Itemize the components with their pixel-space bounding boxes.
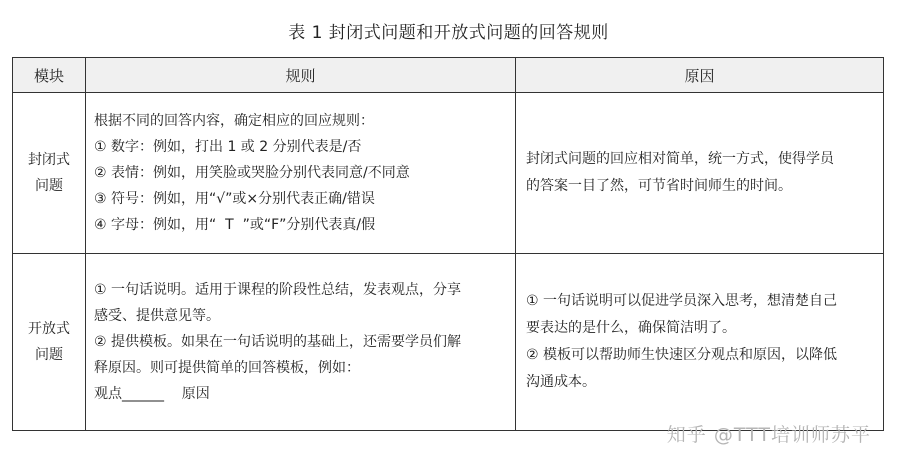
module-cell	[13, 254, 86, 431]
rules-cell	[86, 93, 516, 254]
rule-line: ② 提供模板。如果在一句话说明的基础上，还需要学员们解	[94, 334, 461, 350]
rule-line: ③ 符号：例如，用“√”或×分别代表正确/错误	[94, 191, 375, 207]
module-label: 问题	[35, 178, 63, 194]
module-cell	[13, 93, 86, 254]
rule-line: 观点______ 原因	[94, 386, 210, 402]
module-label: 开放式	[28, 321, 70, 337]
rule-line: 根据不同的回答内容，确定相应的回应规则：	[94, 113, 374, 129]
reason-line: 沟通成本。	[526, 374, 596, 390]
rules-cell	[86, 254, 516, 431]
header-rules: 规则	[86, 58, 516, 93]
reason-cell	[516, 93, 884, 254]
module-label: 封闭式	[28, 152, 70, 168]
rule-line: ① 数字：例如，打出 1 或 2 分别代表是/否	[94, 139, 362, 155]
table-row-closed	[13, 93, 884, 254]
reason-line: 的答案一目了然，可节省时间师生的时间。	[526, 178, 792, 194]
header-row	[13, 58, 884, 93]
rule-line: ② 表情：例如，用笑脸或哭脸分别代表同意/不同意	[94, 165, 410, 181]
reason-line: 封闭式问题的回应相对简单，统一方式，使得学员	[526, 151, 834, 167]
rules-table	[12, 57, 884, 431]
header-reason: 原因	[516, 58, 884, 93]
rule-line: ① 一句话说明。适用于课程的阶段性总结，发表观点，分享	[94, 282, 461, 298]
watermark-text: 知乎 @TTT培训师苏平	[666, 424, 871, 446]
rule-line: ④ 字母：例如，用“ T ”或“F”分别代表真/假	[94, 217, 376, 233]
reason-line: ② 模板可以帮助师生快速区分观点和原因，以降低	[526, 347, 837, 363]
table-row-open	[13, 254, 884, 431]
reason-line: ① 一句话说明可以促进学员深入思考，想清楚自己	[526, 293, 837, 309]
rule-line: 释原因。则可提供简单的回答模板，例如：	[94, 360, 360, 376]
reason-cell	[516, 254, 884, 431]
table-caption: 表 1 封闭式问题和开放式问题的回答规则	[288, 23, 609, 43]
header-module: 模块	[13, 58, 86, 93]
reason-line: 要表达的是什么，确保简洁明了。	[526, 320, 736, 336]
rule-line: 感受、提供意见等。	[94, 308, 220, 324]
module-label: 问题	[35, 347, 63, 363]
